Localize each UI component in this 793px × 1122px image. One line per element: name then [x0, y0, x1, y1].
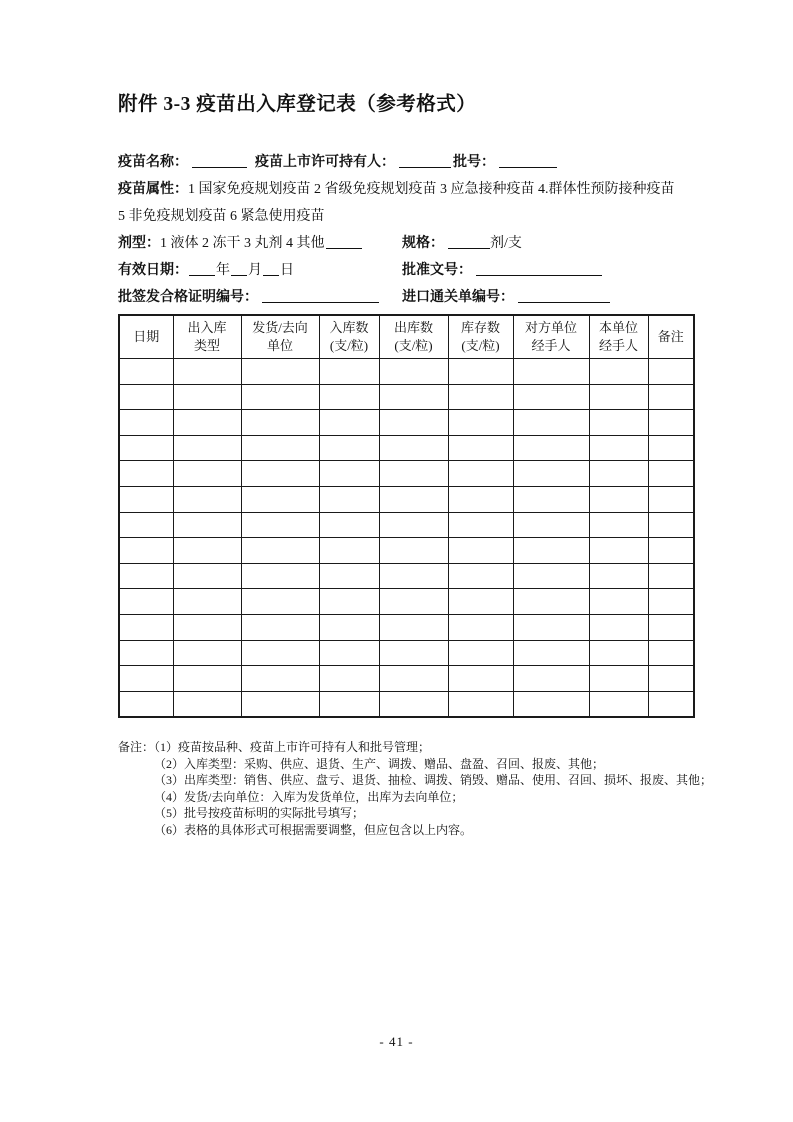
vaccine-attribute-options-2: 5 非免疫规划疫苗 6 紧急使用疫苗 — [118, 209, 325, 224]
table-cell — [379, 589, 448, 615]
expiry-month-blank — [231, 260, 247, 276]
page-title: 附件 3-3 疫苗出入库登记表（参考格式） — [118, 94, 477, 115]
table-cell — [448, 538, 513, 564]
table-cell — [648, 614, 694, 640]
table-cell — [448, 384, 513, 410]
col-header-3: 发货/去向 单位 — [241, 315, 319, 359]
table-cell — [319, 512, 379, 538]
col-header-7: 对方单位 经手人 — [513, 315, 589, 359]
vaccine-name-label: 疫苗名称： — [118, 155, 188, 170]
table-cell — [319, 410, 379, 436]
table-cell — [589, 512, 648, 538]
page-number: - 41 - — [379, 1034, 414, 1049]
license-holder-blank — [399, 152, 451, 168]
table-cell — [448, 410, 513, 436]
table-cell — [513, 589, 589, 615]
license-holder-label: 疫苗上市许可持有人： — [255, 155, 395, 170]
table-cell — [589, 589, 648, 615]
vaccine-attribute-options: 1 国家免疫规划疫苗 2 省级免疫规划疫苗 3 应急接种疫苗 4.群体性预防接种疫苗 — [188, 182, 675, 197]
table-cell — [173, 410, 241, 436]
lot-release-cert-label: 批签发合格证明编号： — [118, 290, 258, 305]
table-cell — [648, 666, 694, 692]
table-cell — [241, 691, 319, 717]
table-cell — [589, 691, 648, 717]
table-cell — [319, 486, 379, 512]
table-cell — [513, 666, 589, 692]
table-cell — [513, 486, 589, 512]
table-cell — [119, 359, 173, 385]
table-cell — [319, 691, 379, 717]
table-cell — [319, 640, 379, 666]
table-cell — [241, 614, 319, 640]
note-item: （5）批号按疫苗标明的实际批号填写； — [154, 806, 365, 820]
table-cell — [173, 563, 241, 589]
dosage-other-blank — [326, 233, 362, 249]
table-cell — [119, 614, 173, 640]
table-cell — [379, 512, 448, 538]
table-cell — [648, 589, 694, 615]
table-cell — [319, 461, 379, 487]
table-cell — [379, 486, 448, 512]
table-cell — [648, 359, 694, 385]
form-line-cert-customs — [118, 284, 718, 311]
table-cell — [119, 589, 173, 615]
table-cell — [119, 486, 173, 512]
table-row — [119, 614, 694, 640]
table-cell — [173, 589, 241, 615]
table-cell — [648, 640, 694, 666]
table-cell — [119, 461, 173, 487]
expiry-date-label: 有效日期： — [118, 263, 188, 278]
table-cell — [648, 486, 694, 512]
table-row — [119, 563, 694, 589]
spec-unit: 剂/支 — [490, 236, 522, 251]
table-row — [119, 666, 694, 692]
table-row — [119, 589, 694, 615]
table-cell — [513, 691, 589, 717]
spec-label: 规格： — [402, 236, 444, 251]
table-row — [119, 435, 694, 461]
table-cell — [379, 691, 448, 717]
table-cell — [319, 538, 379, 564]
note-item: （4）发货/去向单位：入库为发货单位，出库为去向单位； — [154, 789, 464, 804]
table-cell — [379, 614, 448, 640]
table-cell — [648, 691, 694, 717]
table-cell — [173, 614, 241, 640]
table-cell — [173, 359, 241, 385]
table-cell — [648, 538, 694, 564]
table-cell — [119, 640, 173, 666]
table-cell — [119, 691, 173, 717]
table-cell — [319, 563, 379, 589]
table-row — [119, 359, 694, 385]
table-header-row — [119, 315, 694, 359]
table-cell — [319, 589, 379, 615]
table-cell — [448, 640, 513, 666]
form-line-expiry-approval — [118, 257, 718, 284]
spec-blank — [448, 233, 490, 249]
table-cell — [379, 435, 448, 461]
table-cell — [319, 435, 379, 461]
table-cell — [648, 461, 694, 487]
table-cell — [648, 384, 694, 410]
table-cell — [119, 666, 173, 692]
table-cell — [241, 538, 319, 564]
vaccine-name-blank — [192, 152, 247, 168]
table-cell — [119, 410, 173, 436]
lot-release-cert-blank — [262, 287, 379, 303]
table-cell — [119, 512, 173, 538]
note-item: （2）入库类型：采购、供应、退货、生产、调拨、赠品、盘盈、召回、报废、其他； — [154, 756, 605, 771]
table-cell — [173, 461, 241, 487]
table-cell — [119, 435, 173, 461]
col-header-6: 库存数 (支/粒) — [448, 315, 513, 359]
table-cell — [319, 384, 379, 410]
note-item: （6）表格的具体形式可根据需要调整，但应包含以上内容。 — [154, 822, 473, 837]
table-cell — [448, 691, 513, 717]
table-cell — [173, 512, 241, 538]
table-cell — [589, 538, 648, 564]
table-cell — [589, 461, 648, 487]
table-cell — [173, 640, 241, 666]
col-header-1: 日期 — [119, 315, 173, 359]
table-cell — [379, 410, 448, 436]
table-cell — [379, 461, 448, 487]
table-cell — [589, 614, 648, 640]
table-cell — [589, 410, 648, 436]
note-item: 备注：（1）疫苗按品种、疫苗上市许可持有人和批号管理； — [118, 740, 431, 754]
table-cell — [173, 691, 241, 717]
table-row — [119, 512, 694, 538]
table-cell — [173, 538, 241, 564]
form-line-vaccine-attribute — [118, 176, 718, 203]
table-cell — [513, 384, 589, 410]
table-cell — [319, 614, 379, 640]
table-cell — [513, 538, 589, 564]
table-cell — [513, 563, 589, 589]
notes-list — [118, 739, 718, 838]
table-cell — [589, 640, 648, 666]
table-cell — [241, 512, 319, 538]
table-cell — [513, 461, 589, 487]
table-cell — [119, 538, 173, 564]
dosage-form-options: 1 液体 2 冻干 3 丸剂 4 其他 — [160, 236, 325, 251]
table-row — [119, 538, 694, 564]
expiry-month-unit: 月 — [248, 263, 262, 278]
customs-declaration-blank — [518, 287, 610, 303]
table-cell — [379, 359, 448, 385]
table-cell — [648, 410, 694, 436]
table-cell — [513, 359, 589, 385]
notes-label: 备注： — [118, 740, 155, 754]
table-cell — [448, 512, 513, 538]
table-cell — [448, 666, 513, 692]
table-row — [119, 384, 694, 410]
dosage-form-label: 剂型： — [118, 236, 160, 251]
table-cell — [119, 384, 173, 410]
table-row — [119, 461, 694, 487]
table-cell — [379, 538, 448, 564]
table-row — [119, 410, 694, 436]
table-cell — [173, 384, 241, 410]
expiry-day-blank — [263, 260, 279, 276]
table-cell — [379, 384, 448, 410]
table-cell — [513, 410, 589, 436]
approval-number-blank — [476, 260, 602, 276]
expiry-year-blank — [189, 260, 215, 276]
expiry-year-unit: 年 — [216, 263, 230, 278]
table-cell — [448, 435, 513, 461]
table-cell — [173, 435, 241, 461]
table-cell — [448, 589, 513, 615]
table-cell — [319, 359, 379, 385]
table-cell — [589, 486, 648, 512]
table-cell — [589, 435, 648, 461]
table-cell — [173, 486, 241, 512]
col-header-2: 出入库 类型 — [173, 315, 241, 359]
table-cell — [379, 666, 448, 692]
table-cell — [589, 359, 648, 385]
table-cell — [448, 359, 513, 385]
table-cell — [241, 666, 319, 692]
table-cell — [241, 563, 319, 589]
table-cell — [241, 435, 319, 461]
customs-declaration-label: 进口通关单编号： — [402, 290, 514, 305]
batch-number-blank — [499, 152, 557, 168]
table-cell — [589, 666, 648, 692]
vaccine-attribute-label: 疫苗属性： — [118, 182, 188, 197]
table-cell — [241, 359, 319, 385]
table-cell — [448, 563, 513, 589]
form-line-dosage-spec — [118, 230, 718, 257]
table-cell — [379, 640, 448, 666]
col-header-8: 本单位 经手人 — [589, 315, 648, 359]
table-cell — [319, 666, 379, 692]
table-cell — [513, 640, 589, 666]
table-cell — [448, 614, 513, 640]
table-cell — [448, 486, 513, 512]
note-item: （3）出库类型：销售、供应、盘亏、退货、抽检、调拨、销毁、赠品、使用、召回、损坏、报废、其他； — [154, 773, 713, 787]
table-cell — [241, 589, 319, 615]
col-header-4: 入库数 (支/粒) — [319, 315, 379, 359]
table-cell — [513, 435, 589, 461]
table-row — [119, 640, 694, 666]
table-cell — [241, 640, 319, 666]
table-cell — [173, 666, 241, 692]
table-cell — [241, 410, 319, 436]
table-cell — [589, 384, 648, 410]
table-cell — [589, 563, 648, 589]
register-table — [118, 314, 695, 718]
table-row — [119, 691, 694, 717]
expiry-day-unit: 日 — [280, 263, 294, 278]
table-cell — [119, 563, 173, 589]
col-header-5: 出库数 (支/粒) — [379, 315, 448, 359]
table-cell — [648, 512, 694, 538]
table-cell — [448, 461, 513, 487]
batch-number-label: 批号： — [453, 155, 495, 170]
approval-number-label: 批准文号： — [402, 263, 472, 278]
table-cell — [241, 461, 319, 487]
table-cell — [513, 512, 589, 538]
form-line-vaccine-name — [118, 149, 718, 176]
table-cell — [513, 614, 589, 640]
table-cell — [648, 435, 694, 461]
table-cell — [241, 384, 319, 410]
col-header-9: 备注 — [648, 315, 694, 359]
table-cell — [648, 563, 694, 589]
table-cell — [379, 563, 448, 589]
table-row — [119, 486, 694, 512]
table-cell — [241, 486, 319, 512]
form-line-vaccine-attribute-2 — [118, 203, 718, 230]
